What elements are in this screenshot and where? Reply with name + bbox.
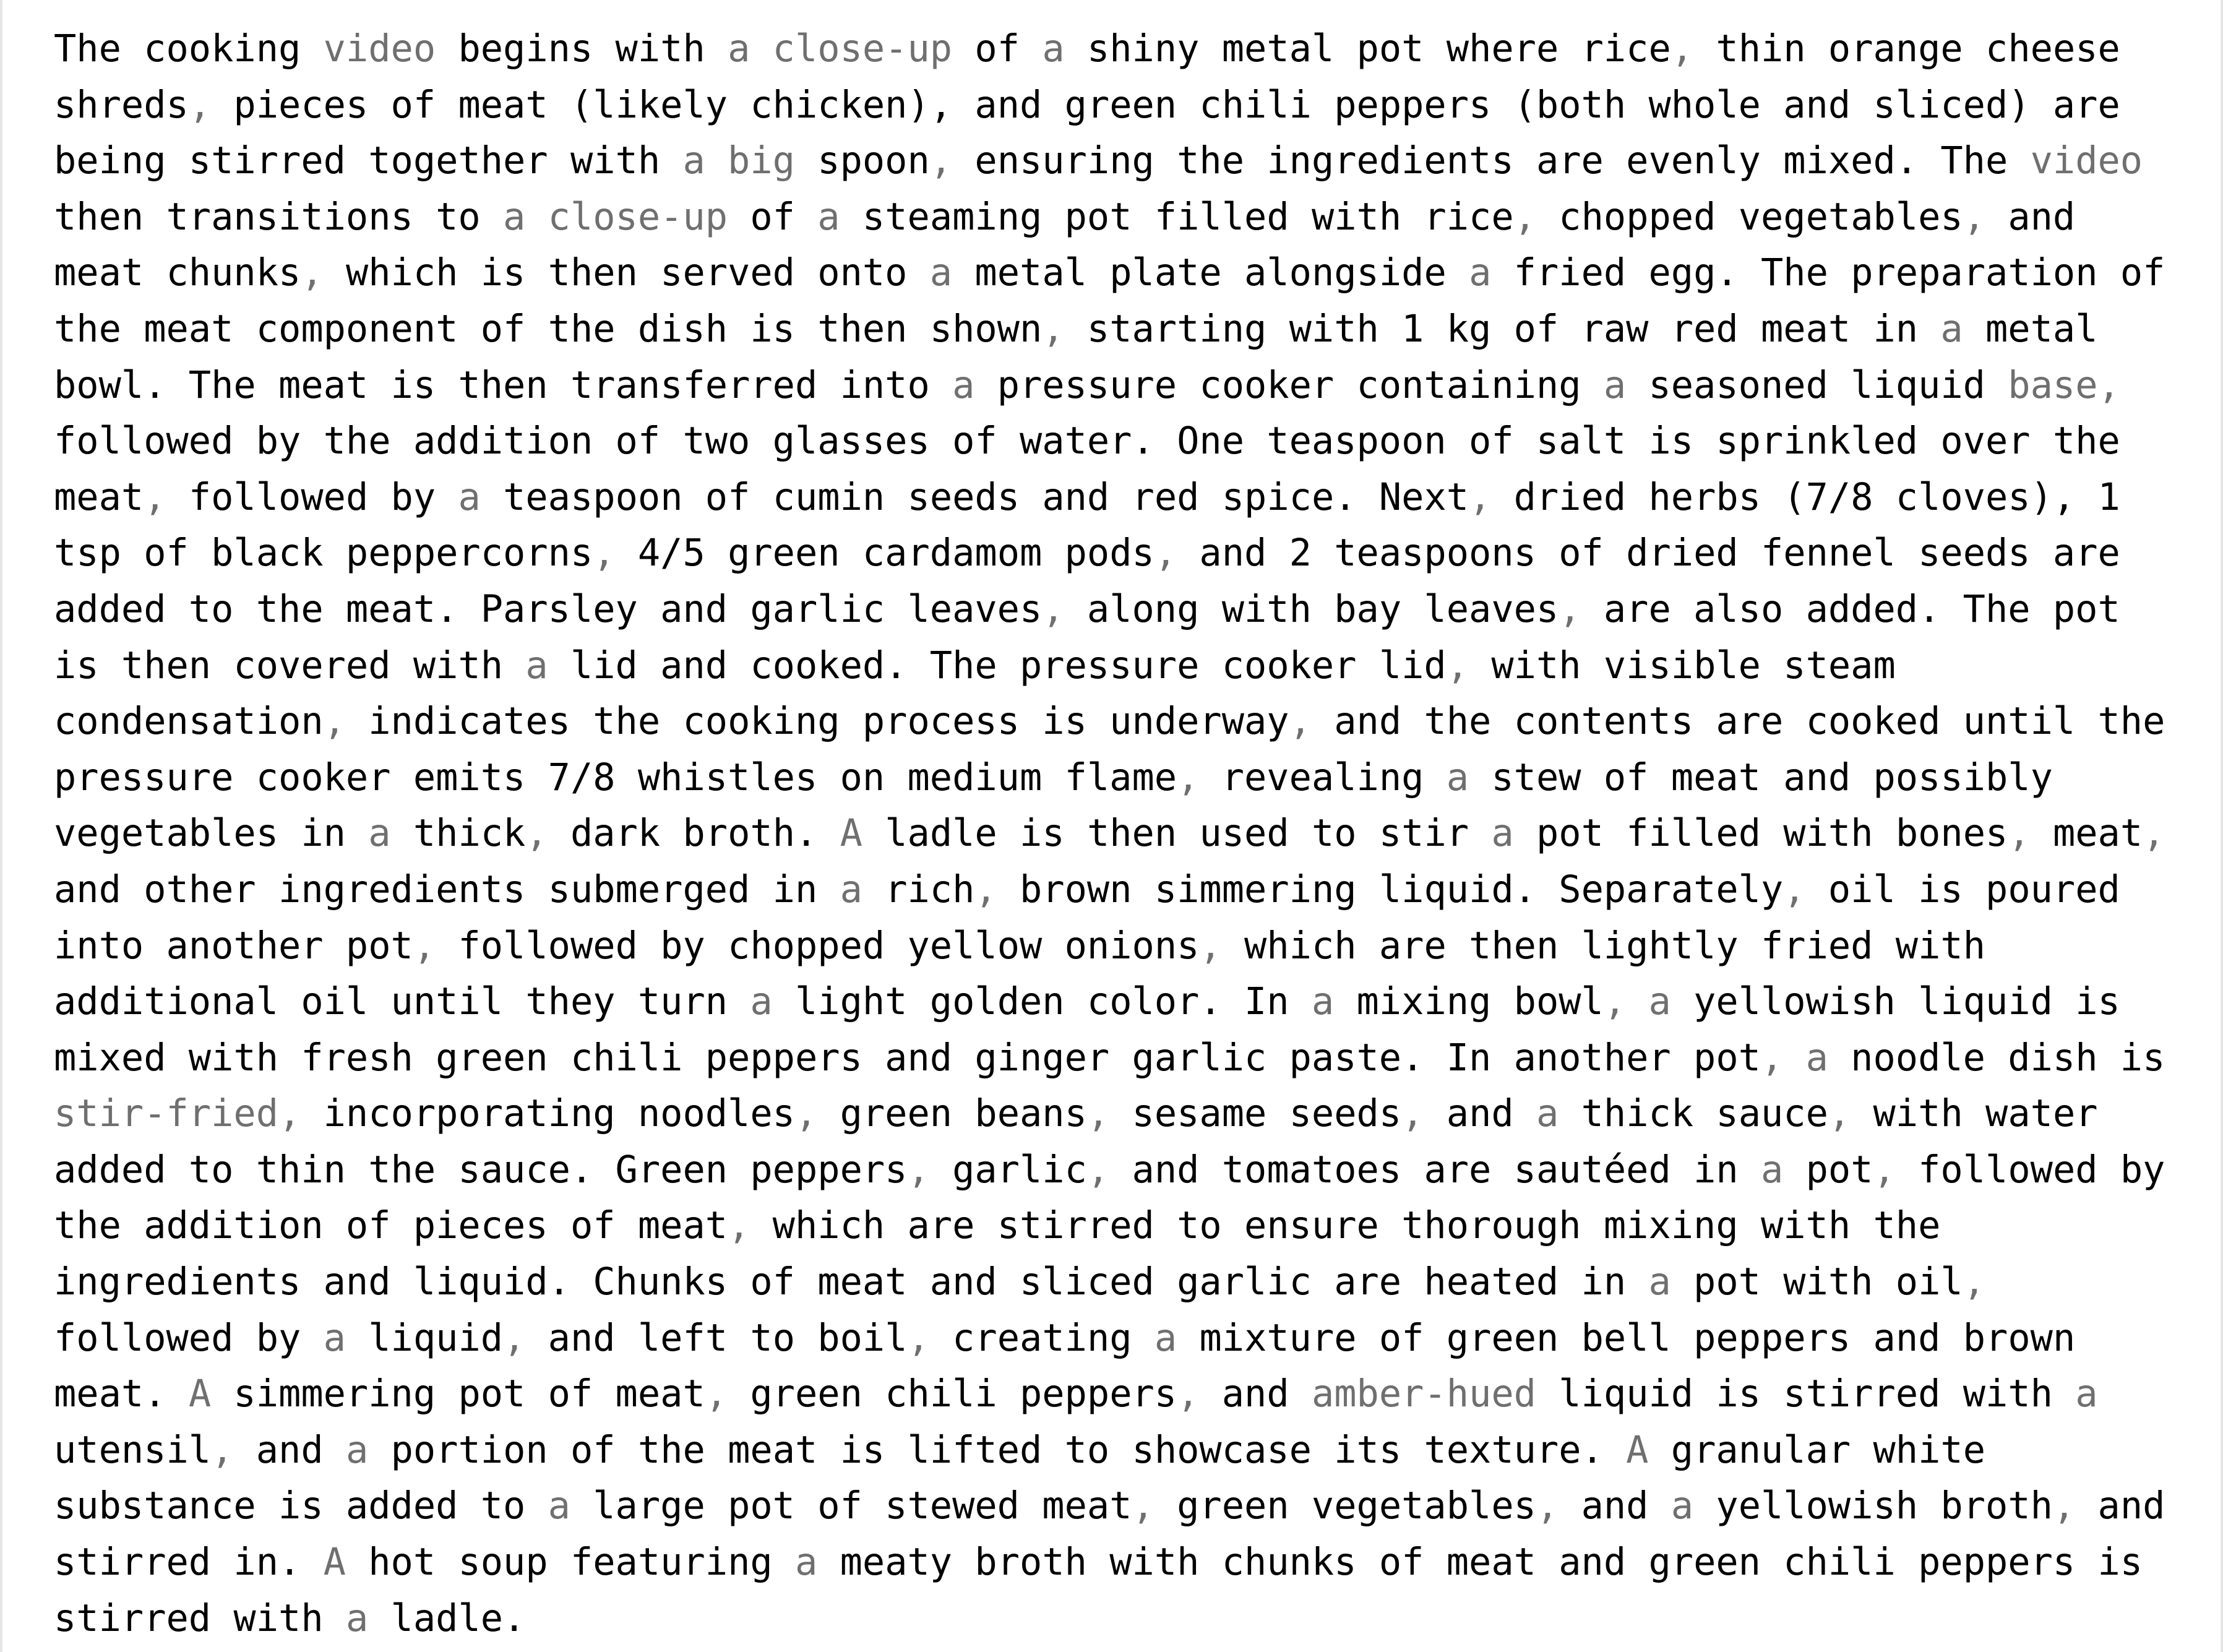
text-segment: pressure cooker emits 7/8 whistles on medium flame xyxy=(54,755,1177,799)
muted-text-segment: , xyxy=(1086,1148,1110,1192)
muted-text-segment: , xyxy=(929,139,953,183)
text-segment: thin orange cheese xyxy=(1693,27,2120,71)
muted-text-segment: a xyxy=(2075,1372,2098,1416)
muted-text-segment: base, xyxy=(2008,363,2120,407)
text-line xyxy=(54,358,2195,414)
muted-text-segment: , xyxy=(1873,1148,1896,1192)
muted-text-segment: a xyxy=(1491,812,1514,856)
text-line xyxy=(54,1086,2195,1142)
text-line xyxy=(54,974,2195,1030)
muted-text-segment: , xyxy=(413,924,436,968)
text-segment: ladle is then used to stir xyxy=(862,812,1492,856)
muted-text-segment: , xyxy=(1446,643,1469,687)
text-segment: teaspoon of cumin seeds and red spice. Next xyxy=(480,475,1469,519)
text-segment: substance is added to xyxy=(54,1484,548,1528)
text-segment: of xyxy=(952,27,1043,71)
text-segment: begins with xyxy=(436,27,728,71)
text-line xyxy=(54,470,2195,526)
text-line xyxy=(54,77,2195,134)
text-segment: into another pot xyxy=(54,924,413,968)
text-line xyxy=(54,189,2195,246)
muted-text-segment: , xyxy=(974,867,997,911)
text-segment: rich xyxy=(862,867,975,911)
text-segment: oil is poured xyxy=(1805,867,2120,911)
muted-text-segment: , xyxy=(211,1428,234,1472)
text-segment: light golden color. In xyxy=(772,980,1312,1024)
text-segment: thick xyxy=(390,812,526,856)
text-segment: meat chunks xyxy=(54,251,301,295)
muted-text-segment: , xyxy=(907,1316,930,1360)
text-segment: pot filled with bones xyxy=(1513,812,2008,856)
muted-text-segment: , xyxy=(2143,812,2165,856)
text-segment: the addition of pieces of meat xyxy=(54,1204,728,1248)
muted-text-segment: , xyxy=(1963,1260,1985,1304)
text-segment: which are then lightly fried with xyxy=(1221,924,1985,968)
text-segment: and xyxy=(1199,1372,1312,1416)
text-segment: followed by chopped yellow onions xyxy=(436,924,1200,968)
muted-text-segment: , xyxy=(2052,1484,2076,1528)
muted-text-segment: , xyxy=(1199,924,1222,968)
text-segment: simmering pot of meat xyxy=(211,1372,705,1416)
muted-text-segment: a xyxy=(1940,307,1963,351)
text-segment: stirred with xyxy=(54,1596,346,1640)
text-segment: meaty broth with chunks of meat and green chili peppers is xyxy=(817,1541,2143,1585)
muted-text-segment: video xyxy=(323,27,436,71)
text-line xyxy=(54,21,2195,77)
text-segment: green chili peppers xyxy=(728,1372,1177,1416)
text-line xyxy=(54,1254,2195,1310)
muted-text-segment: a xyxy=(794,1541,818,1585)
text-segment: followed by the addition of two glasses of water. One teaspoon of salt is sprinkled over the xyxy=(54,419,2120,463)
muted-text-segment: , xyxy=(1783,867,1806,911)
muted-text-segment: a xyxy=(1311,980,1335,1024)
text-segment: liquid is stirred with xyxy=(1536,1372,2076,1416)
text-segment: yellowish liquid is xyxy=(1670,980,2120,1024)
text-segment: metal xyxy=(1963,307,2098,351)
text-line xyxy=(54,413,2195,470)
muted-text-segment: , xyxy=(1154,531,1177,575)
text-line xyxy=(54,638,2195,694)
text-segment: ladle. xyxy=(368,1596,526,1640)
text-segment: indicates the cooking process is underway xyxy=(345,700,1289,744)
text-line xyxy=(54,862,2195,918)
text-segment: and 2 teaspoons of dried fennel seeds are xyxy=(1177,531,2120,575)
text-segment: meat xyxy=(54,475,144,519)
text-segment: creating xyxy=(929,1316,1154,1360)
muted-text-segment: , xyxy=(525,812,548,856)
text-line xyxy=(54,750,2195,806)
muted-text-segment: a xyxy=(1042,27,1065,71)
muted-text-segment: , xyxy=(1603,980,1627,1024)
text-line xyxy=(54,806,2195,862)
muted-text-segment: , xyxy=(1401,1092,1424,1136)
text-segment: followed by xyxy=(54,1316,324,1360)
muted-text-segment: , xyxy=(1963,195,1986,239)
text-segment: bowl. The meat is then transferred into xyxy=(54,363,953,407)
muted-text-segment: , xyxy=(1042,307,1065,351)
muted-text-segment: , xyxy=(593,531,616,575)
text-line xyxy=(54,918,2195,974)
muted-text-segment: a xyxy=(1648,1260,1671,1304)
text-segment: green beans xyxy=(817,1092,1087,1136)
muted-text-segment: a xyxy=(548,1484,570,1528)
text-line xyxy=(54,1310,2195,1367)
muted-text-segment: , xyxy=(728,1204,750,1248)
text-segment: mixed with fresh green chili peppers and ginger garlic paste. In another pot xyxy=(54,1036,1761,1080)
muted-text-segment: , xyxy=(503,1316,526,1360)
text-segment: mixture of green bell peppers and brown xyxy=(1177,1316,2076,1360)
text-segment: added to thin the sauce. Green peppers xyxy=(54,1148,908,1192)
text-line xyxy=(54,245,2195,301)
muted-text-segment: A xyxy=(323,1541,346,1585)
muted-text-segment: , xyxy=(1828,1092,1851,1136)
muted-text-segment: a xyxy=(1536,1092,1559,1136)
text-segment: stew of meat and possibly xyxy=(1469,755,2053,799)
muted-text-segment: a xyxy=(1603,363,1627,407)
muted-text-segment: , xyxy=(1536,1484,1559,1528)
text-segment: being stirred together with xyxy=(54,139,683,183)
muted-text-segment: a xyxy=(1154,1316,1177,1360)
text-segment: fried egg. The preparation of xyxy=(1491,251,2165,295)
muted-text-segment: , xyxy=(907,1148,930,1192)
muted-text-segment: a xyxy=(929,251,953,295)
muted-text-segment: , xyxy=(705,1372,728,1416)
muted-text-segment: a xyxy=(458,475,481,519)
text-segment: large pot of stewed meat xyxy=(570,1484,1132,1528)
text-segment: which are stirred to ensure thorough mixing with the xyxy=(750,1204,1941,1248)
text-segment: incorporating noodles xyxy=(301,1092,795,1136)
text-segment: which is then served onto xyxy=(323,251,930,295)
text-segment: of xyxy=(728,195,818,239)
text-segment: and xyxy=(1985,195,2076,239)
muted-text-segment: , xyxy=(144,475,166,519)
text-segment: dried herbs (7/8 cloves), 1 xyxy=(1491,475,2120,519)
muted-text-segment: , xyxy=(188,83,212,127)
text-line xyxy=(54,694,2195,750)
muted-text-segment: , xyxy=(1042,587,1065,631)
text-segment: added to the meat. Parsley and garlic leaves xyxy=(54,587,1043,631)
text-segment: thick sauce xyxy=(1559,1092,1828,1136)
text-segment: and left to boil xyxy=(525,1316,908,1360)
text-segment: 4/5 green cardamom pods xyxy=(615,531,1154,575)
muted-text-segment: stir-fried, xyxy=(54,1092,301,1136)
text-segment: noodle dish is xyxy=(1828,1036,2165,1080)
text-segment: and xyxy=(1424,1092,1536,1136)
text-segment: green vegetables xyxy=(1154,1484,1536,1528)
text-line xyxy=(54,301,2195,358)
text-line xyxy=(54,1478,2195,1534)
muted-text-segment: , xyxy=(1289,700,1312,744)
text-line xyxy=(54,1422,2195,1479)
muted-text-segment: a xyxy=(1760,1148,1784,1192)
muted-text-segment: A xyxy=(1626,1428,1649,1472)
text-line xyxy=(54,1030,2195,1086)
text-segment xyxy=(1783,1036,1805,1080)
text-segment: chopped vegetables xyxy=(1536,195,1963,239)
text-segment: ensuring the ingredients are evenly mixed. The xyxy=(952,139,2031,183)
text-segment: hot soup featuring xyxy=(345,1541,795,1585)
muted-text-segment: a xyxy=(345,1428,369,1472)
text-segment: meat xyxy=(2030,812,2143,856)
text-segment: starting with 1 kg of raw red meat in xyxy=(1064,307,1941,351)
muted-text-segment: , xyxy=(1559,587,1581,631)
text-segment xyxy=(1626,980,1648,1023)
text-segment: metal plate alongside xyxy=(952,251,1469,295)
text-segment: stirred in. xyxy=(54,1541,324,1585)
text-segment: with water xyxy=(1851,1092,2098,1136)
text-segment: The cooking xyxy=(54,27,324,71)
muted-text-segment: a close-up xyxy=(728,27,953,71)
text-segment: pressure cooker containing xyxy=(974,363,1604,407)
text-line xyxy=(54,133,2195,189)
text-segment: mixing bowl xyxy=(1334,980,1604,1024)
text-line xyxy=(54,1198,2195,1254)
muted-text-segment: a xyxy=(525,643,548,687)
text-segment: revealing xyxy=(1199,755,1447,799)
text-segment: portion of the meat is lifted to showcase its texture. xyxy=(368,1428,1627,1472)
muted-text-segment: , xyxy=(1086,1092,1110,1136)
text-segment: pot with oil xyxy=(1670,1260,1963,1304)
text-line xyxy=(54,1142,2195,1198)
text-segment: ingredients and liquid. Chunks of meat and sliced garlic are heated in xyxy=(54,1260,1649,1304)
muted-text-segment: , xyxy=(1177,1372,1200,1416)
text-segment: and other ingredients submerged in xyxy=(54,867,840,911)
text-segment: vegetables in xyxy=(54,812,369,856)
text-segment: is then covered with xyxy=(54,643,526,687)
text-segment: and xyxy=(1559,1484,1671,1528)
text-segment: pieces of meat (likely chicken), and green chili peppers (both whole and sliced) are xyxy=(211,83,2120,127)
muted-text-segment: a xyxy=(1670,1484,1694,1528)
text-segment: sesame seeds xyxy=(1109,1092,1402,1136)
muted-text-segment: A xyxy=(840,812,862,856)
text-segment: brown simmering liquid. Separately xyxy=(997,867,1784,911)
text-segment: tsp of black peppercorns xyxy=(54,531,593,575)
muted-text-segment: a xyxy=(1446,755,1469,799)
text-segment: meat. xyxy=(54,1372,189,1416)
muted-text-segment: a close-up xyxy=(503,195,728,239)
text-segment: shiny metal pot where rice xyxy=(1064,27,1671,71)
text-line xyxy=(54,1534,2195,1591)
text-segment: seasoned liquid xyxy=(1626,363,2008,407)
muted-text-segment: , xyxy=(2008,812,2031,856)
muted-text-segment: a xyxy=(750,980,773,1024)
text-line xyxy=(54,525,2195,582)
text-segment: liquid xyxy=(345,1316,504,1360)
text-segment: pot xyxy=(1783,1148,1873,1192)
text-segment: with visible steam xyxy=(1469,643,1896,687)
muted-text-segment: , xyxy=(323,700,346,744)
video-description-text xyxy=(54,21,2195,1646)
text-segment: yellowish broth xyxy=(1693,1484,2053,1528)
text-segment: and tomatoes are sautéed in xyxy=(1109,1148,1761,1192)
muted-text-segment: video xyxy=(2030,139,2143,183)
text-line xyxy=(54,1591,2195,1647)
muted-text-segment: , xyxy=(1760,1036,1784,1080)
text-line xyxy=(54,582,2195,638)
muted-text-segment: A xyxy=(188,1372,212,1416)
muted-text-segment: , xyxy=(1177,755,1200,799)
muted-text-segment: a xyxy=(952,363,975,407)
text-segment: and xyxy=(2075,1484,2165,1528)
muted-text-segment: a xyxy=(1469,251,1492,295)
muted-text-segment: amber-hued xyxy=(1311,1372,1536,1416)
text-segment: utensil xyxy=(54,1428,212,1472)
text-segment: the meat component of the dish is then shown xyxy=(54,307,1043,351)
text-segment: dark broth. xyxy=(548,812,840,856)
text-segment: lid and cooked. The pressure cooker lid xyxy=(548,643,1447,687)
text-segment: and the contents are cooked until the xyxy=(1311,700,2165,744)
text-segment: shreds xyxy=(54,83,189,127)
muted-text-segment: , xyxy=(1670,27,1694,71)
text-segment: steaming pot filled with rice xyxy=(840,195,1514,239)
muted-text-segment: a big xyxy=(682,139,795,183)
text-segment: and xyxy=(233,1428,346,1472)
text-segment: followed by xyxy=(1895,1148,2165,1192)
text-segment: are also added. The pot xyxy=(1581,587,2120,631)
muted-text-segment: , xyxy=(794,1092,818,1136)
muted-text-segment: a xyxy=(1805,1036,1828,1080)
muted-text-segment: a xyxy=(368,812,391,856)
muted-text-segment: a xyxy=(345,1596,369,1640)
muted-text-segment: a xyxy=(817,195,840,239)
text-segment: followed by xyxy=(166,475,458,519)
muted-text-segment: a xyxy=(840,867,862,911)
text-segment: then transitions to xyxy=(54,195,504,239)
muted-text-segment: a xyxy=(323,1316,346,1360)
muted-text-segment: , xyxy=(301,251,324,295)
text-line xyxy=(54,1366,2195,1422)
muted-text-segment: , xyxy=(1513,195,1536,239)
text-segment: additional oil until they turn xyxy=(54,980,750,1024)
muted-text-segment: , xyxy=(1469,475,1492,519)
muted-text-segment: , xyxy=(1132,1484,1154,1528)
text-segment: spoon xyxy=(794,139,930,183)
text-segment: garlic xyxy=(929,1148,1087,1192)
text-segment: along with bay leaves xyxy=(1064,587,1559,631)
text-segment: condensation xyxy=(54,700,324,744)
muted-text-segment: a xyxy=(1648,980,1671,1024)
text-segment: granular white xyxy=(1648,1428,1986,1472)
